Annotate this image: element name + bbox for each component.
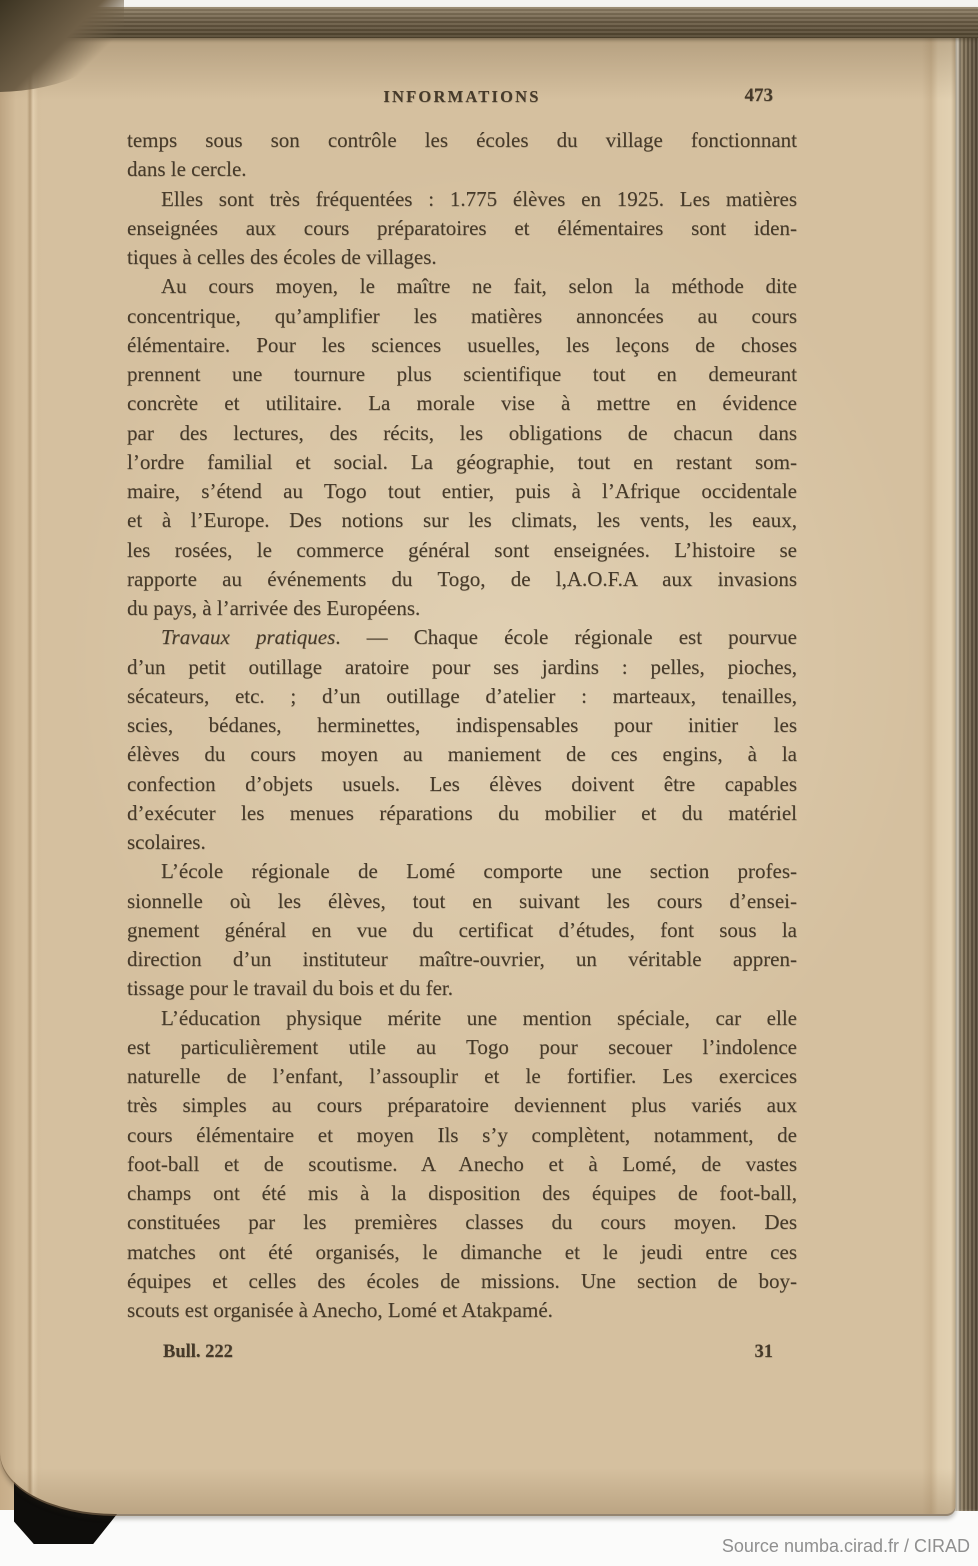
text-line: temps sous son contrôle les écoles du village fonctionnant [127,128,797,152]
text-line: direction d’un instituteur maître-ouvrier, un véritable appren- [127,947,797,971]
text-line: prennent une tournure plus scientifique tout en demeurant [127,362,797,386]
text-line: sécateurs, etc. ; d’un outillage d’atelier : marteaux, tenailles, [127,683,797,708]
text-line: champs ont été mis à la disposition des équipes de foot-ball, [127,1181,797,1205]
footer-bulletin-number: Bull. 222 [163,1342,233,1362]
text-line: d’un petit outillage aratoire pour ses jardins : pelles, pioches, [127,654,797,679]
text-line: constituées par les premières classes du cours moyen. Des [127,1210,797,1235]
source-credit: Source numba.cirad.fr / CIRAD [721,1536,970,1556]
text-line: les rosées, le commerce général sont enseignées. L’histoire se [127,537,797,562]
text-line: gnement général en vue du certificat d’études, font sous la [127,917,797,942]
text-line: naturelle de l’enfant, l’assouplir et le fortifier. Les exercices [127,1064,797,1088]
text-line: scies, bédanes, herminettes, indispensables pour initier les [127,713,797,737]
text-line: est particulièrement utile au Togo pour secouer l’indolence [127,1034,797,1059]
text-line: maire, s’étend au Togo tout entier, puis à l’Afrique occidentale [127,479,797,503]
text-line: l’ordre familial et social. La géographie, tout en restant som- [127,449,797,474]
footer-signature-number: 31 [754,1342,773,1362]
text-line: d’exécuter les menues réparations du mobilier et du matériel [127,800,797,825]
text-line: concrète et utilitaire. La morale vise à mettre en évidence [127,391,797,416]
text-line: rapporte au événements du Togo, de l,A.O.F.A aux invasions [127,566,797,591]
text-line: Au cours moyen, le maître ne fait, selon la méthode dite [161,274,797,299]
book-fore-edge [955,9,978,1511]
text-line: confection d’objets usuels. Les élèves doivent être capables [127,771,797,796]
text-line: élémentaire. Pour les sciences usuelles, les leçons de choses [127,332,797,357]
text-line: du pays, à l’arrivée des Européens. [127,596,421,620]
text-line: sionnelle où les élèves, tout en suivant les cours d’ensei- [127,888,797,913]
page-text-block [127,126,797,1325]
text-line: concentrique, qu’amplifier les matières annoncées au cours [127,303,797,328]
text-line: par des lectures, des récits, les obligations de chacun dans [127,420,797,445]
text-line: très simples au cours préparatoire deviennent plus variés aux [127,1093,797,1118]
page-footer [127,1342,797,1363]
page-number: 473 [744,85,773,106]
text-line: cours élémentaire et moyen Ils s’y complètent, notamment, de [127,1122,797,1147]
text-line: L’éducation physique mérite une mention spéciale, car elle [161,1005,797,1030]
text-line: scouts est organisée à Anecho, Lomé et Atakpamé. [127,1298,553,1322]
text-line: Travaux pratiques. — Chaque école régionale est pourvue [161,625,797,650]
text-line: foot-ball et de scoutisme. A Anecho et à Lomé, de vastes [127,1151,797,1176]
running-header [127,87,797,111]
text-line: et à l’Europe. Des notions sur les climats, les vents, les eaux, [127,508,797,533]
text-line: scolaires. [127,830,206,854]
book-top-edge [0,7,978,38]
text-line: dans le cercle. [127,157,247,182]
text-line: équipes et celles des écoles de missions. Une section de boy- [127,1268,797,1293]
text-line: tiques à celles des écoles de villages. [127,245,437,269]
text-line: L’école régionale de Lomé comporte une section profes- [161,859,797,884]
text-line: tissage pour le travail du bois et du fer. [127,976,454,1001]
text-line: matches ont été organisés, le dimanche et le jeudi entre ces [127,1239,797,1264]
text-line: Elles sont très fréquentées : 1.775 élèves en 1925. Les matières [161,186,797,211]
running-header-title: INFORMATIONS [383,87,541,106]
text-line: élèves du cours moyen au maniement de ces engins, à la [127,742,797,767]
text-line: enseignées aux cours préparatoires et élémentaires sont iden- [127,215,797,240]
